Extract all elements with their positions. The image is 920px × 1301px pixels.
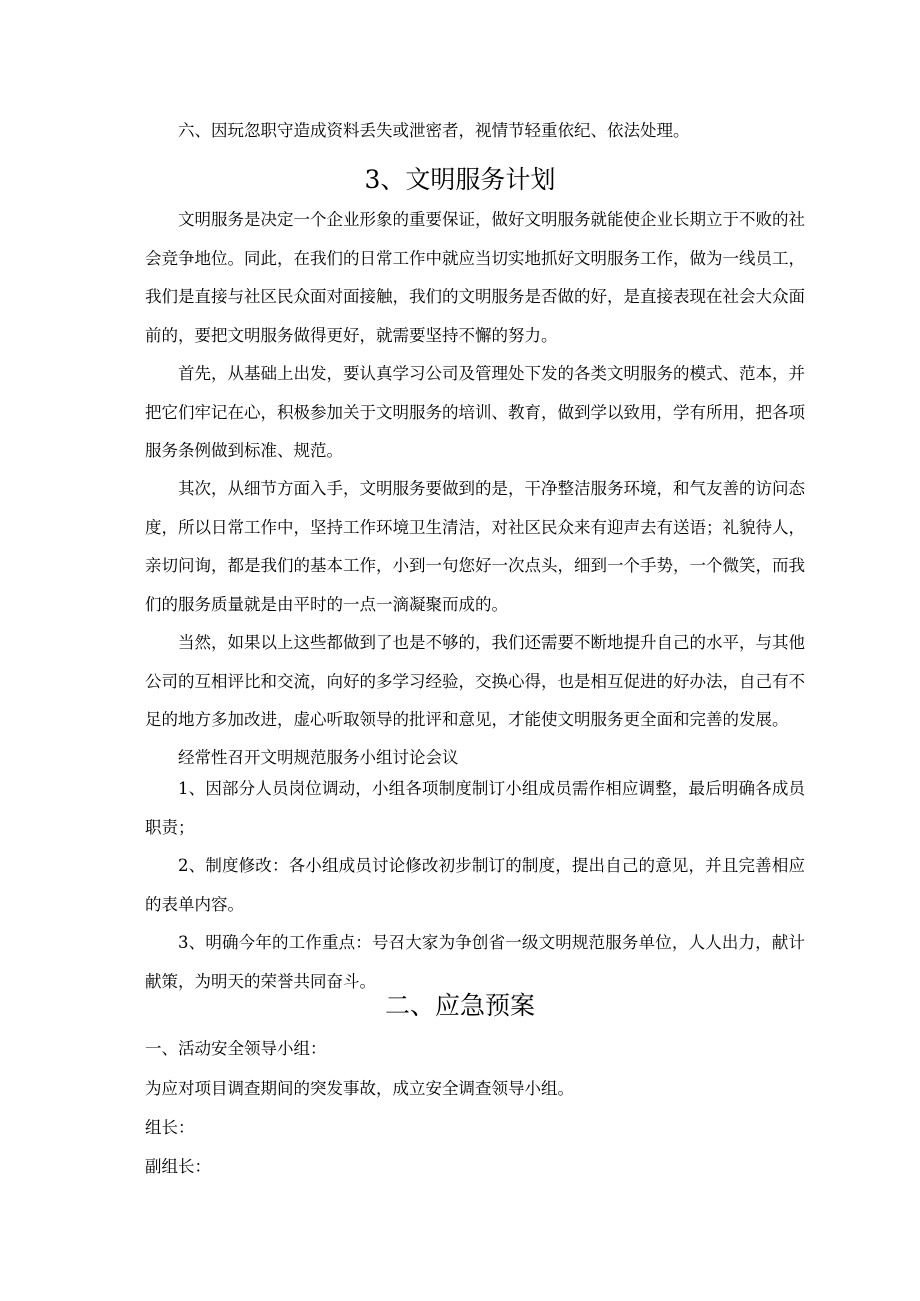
paragraph-improvement: 当然，如果以上这些都做到了也是不够的，我们还需要不断地提升自己的水平，与其他公司的互相评比和交流，向好的多学习经验，交换心得，也是相互促进的好办法，自己有不足的地方多加改进，虚心听取领导的批评和意见，才能使文明服务更全面和完善的发展。	[145, 633, 805, 729]
paragraph-service-importance: 文明服务是决定一个企业形象的重要保证，做好文明服务就能使企业长期立于不败的社会竞争地位。同此，在我们的日常工作中就应当切实地抓好文明服务工作，做为一线员工，我们是直接与社区民众面对面接触，我们的文明服务是否做的好，是直接表现在社会大众面前的，要把文明服务做得更好，就需要坚持不懈的努力。	[145, 210, 805, 345]
list-item-2-system-revision: 2、制度修改：各小组成员讨论修改初步制订的制度，提出自己的意见，并且完善相应的表单内容。	[145, 856, 805, 914]
list-item-1-staff-adjustment: 1、因部分人员岗位调动，小组各项制度制订小组成员需作相应调整，最后明确各成员职责；	[145, 779, 805, 837]
paragraph-second-details: 其次，从细节方面入手，文明服务要做到的是，干净整洁服务环境，和气友善的访问态度，所以日常工作中，坚持工作环境卫生清洁，对社区民众来有迎声去有送语；礼貌待人，亲切问询，都是我们的基本工作，小到一句您好一次点头，细到一个手势，一个微笑，而我们的服务质量就是由平时的一点一滴凝聚而成的。	[145, 479, 805, 614]
section-heading-civilized-service: 3、文明服务计划	[364, 165, 556, 194]
field-deputy-group-leader: 副组长：	[145, 1157, 211, 1176]
disciplinary-clause-six: 六、因玩忽职守造成资料丢失或泄密者，视情节轻重依纪、依法处理。	[178, 121, 690, 140]
subheading-safety-group: 一、活动安全领导小组：	[145, 1039, 327, 1058]
field-group-leader: 组长：	[145, 1118, 195, 1137]
paragraph-first-basics: 首先，从基础上出发，要认真学习公司及管理处下发的各类文明服务的模式、范本，并把它们牢记在心，积极参加关于文明服务的培训、教育，做到学以致用，学有所用，把各项服务条例做到标准、规范。	[145, 364, 805, 460]
section-heading-contingency-plan: 二、应急预案	[384, 991, 535, 1020]
paragraph-safety-group-purpose: 为应对项目调查期间的突发事故，成立安全调查领导小组。	[145, 1079, 574, 1098]
list-item-3-work-focus: 3、明确今年的工作重点：号召大家为争创省一级文明规范服务单位，人人出力，献计献策，为明天的荣誉共同奋斗。	[145, 933, 805, 991]
paragraph-meeting-title: 经常性召开文明规范服务小组讨论会议	[178, 748, 459, 767]
